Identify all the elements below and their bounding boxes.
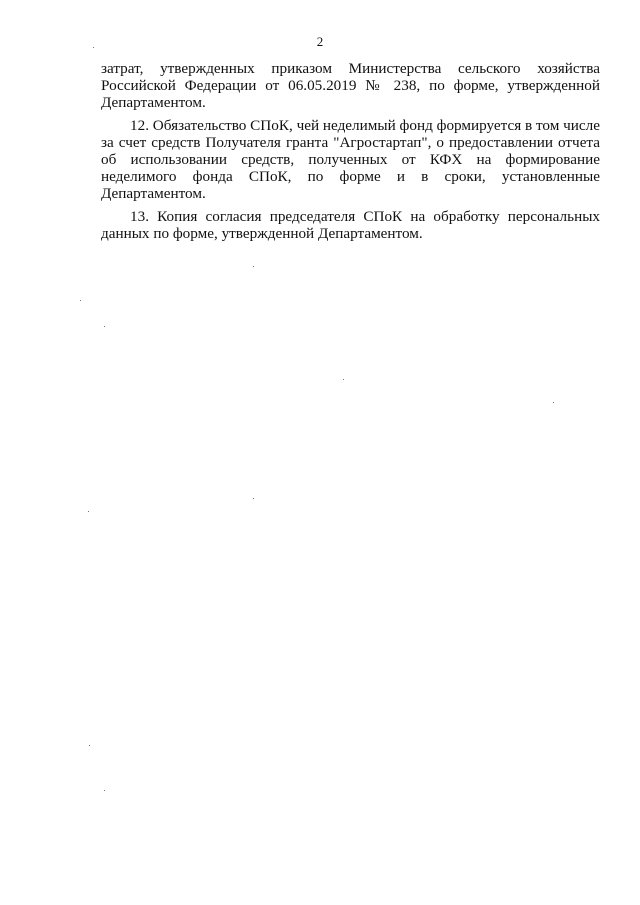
paragraph-item-12: 12. Обязательство СПоК, чей неделимый фонд формируется в том числе за счет средств Получателя гранта "Агростартап", о предоставлении отчета об использовании средств, полученных от КФХ на формирование неделимого фонда СПоК, по форме и в сроки, установленные Департаментом. (101, 117, 600, 202)
paragraph-continuation: затрат, утвержденных приказом Министерства сельского хозяйства Российской Федерации от 06.05.2019 № 238, по форме, утвержденной Департаментом. (101, 60, 600, 111)
scan-speck (104, 326, 105, 327)
paragraph-item-13: 13. Копия согласия председателя СПоК на обработку персональных данных по форме, утвержденной Департаментом. (101, 208, 600, 242)
scan-speck (104, 790, 105, 791)
scan-speck (253, 498, 254, 499)
scan-speck (253, 266, 254, 267)
scan-speck (89, 745, 90, 746)
scan-speck (343, 379, 344, 380)
scan-speck (88, 511, 89, 512)
scan-speck (93, 47, 94, 48)
page-number: 2 (316, 34, 324, 49)
scan-speck (553, 402, 554, 403)
document-body (101, 60, 600, 248)
scan-speck (80, 300, 81, 301)
